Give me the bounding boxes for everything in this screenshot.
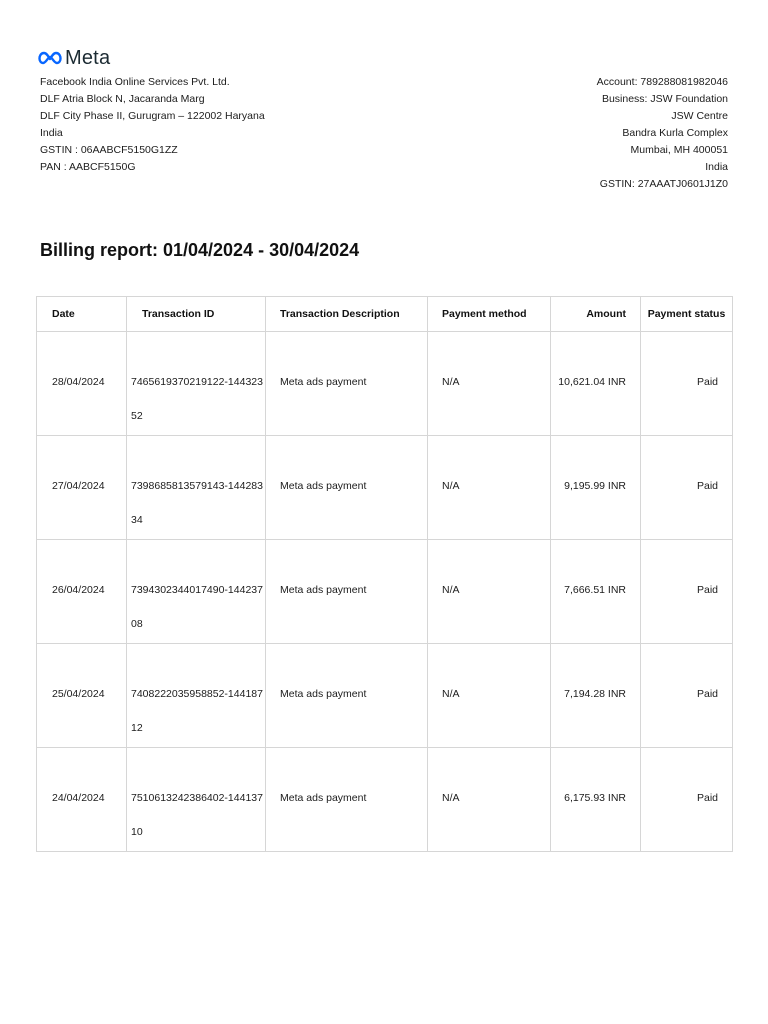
seller-pan: PAN : AABCF5150G bbox=[40, 161, 136, 173]
row-transaction-id: 7398685813579143-144283 bbox=[131, 480, 263, 492]
brand-name: Meta bbox=[65, 47, 111, 69]
row-transaction-id-cont: 34 bbox=[131, 514, 143, 526]
header-amount: Amount bbox=[551, 297, 641, 332]
header-description: Transaction Description bbox=[266, 297, 428, 332]
table-row bbox=[37, 540, 733, 644]
row-amount: 10,621.04 INR bbox=[558, 376, 626, 388]
buyer-gstin: GSTIN: 27AAATJ0601J1Z0 bbox=[599, 178, 728, 190]
buyer-city: Mumbai, MH 400051 bbox=[630, 144, 728, 156]
row-transaction-id-cont: 52 bbox=[131, 410, 143, 422]
row-amount: 7,194.28 INR bbox=[564, 688, 626, 700]
row-status: Paid bbox=[696, 584, 718, 596]
row-amount: 7,666.51 INR bbox=[564, 584, 626, 596]
seller-city: DLF City Phase II, Gurugram – 122002 Haryana bbox=[40, 110, 265, 122]
row-description: Meta ads payment bbox=[280, 584, 367, 596]
row-date: 25/04/2024 bbox=[52, 688, 105, 700]
row-description: Meta ads payment bbox=[280, 792, 367, 804]
row-payment-method: N/A bbox=[442, 688, 460, 700]
row-status: Paid bbox=[696, 376, 718, 388]
row-payment-method: N/A bbox=[442, 792, 460, 804]
row-status: Paid bbox=[696, 480, 718, 492]
row-transaction-id-cont: 12 bbox=[131, 722, 143, 734]
header-date: Date bbox=[37, 297, 127, 332]
table-header-row bbox=[37, 297, 733, 332]
row-payment-method: N/A bbox=[442, 480, 460, 492]
row-payment-method: N/A bbox=[442, 376, 460, 388]
billing-table bbox=[36, 296, 733, 852]
row-status: Paid bbox=[696, 792, 718, 804]
seller-address bbox=[40, 74, 265, 176]
table-row bbox=[37, 748, 733, 852]
row-transaction-id: 7408222035958852-144187 bbox=[131, 688, 263, 700]
seller-street: DLF Atria Block N, Jacaranda Marg bbox=[40, 93, 205, 105]
row-description: Meta ads payment bbox=[280, 688, 367, 700]
row-date: 26/04/2024 bbox=[52, 584, 105, 596]
table-row bbox=[37, 332, 733, 436]
buyer-street: JSW Centre bbox=[671, 110, 728, 122]
table-row bbox=[37, 644, 733, 748]
row-transaction-id: 7394302344017490-144237 bbox=[131, 584, 263, 596]
row-status: Paid bbox=[696, 688, 718, 700]
row-amount: 9,195.99 INR bbox=[564, 480, 626, 492]
row-transaction-id-cont: 08 bbox=[131, 618, 143, 630]
row-transaction-id-cont: 10 bbox=[131, 826, 143, 838]
header-payment-status: Payment status bbox=[641, 297, 733, 332]
meta-infinity-logo-icon bbox=[38, 51, 62, 65]
meta-logo bbox=[38, 48, 110, 68]
row-description: Meta ads payment bbox=[280, 480, 367, 492]
buyer-address bbox=[597, 74, 728, 193]
seller-company: Facebook India Online Services Pvt. Ltd. bbox=[40, 76, 230, 88]
buyer-business: Business: JSW Foundation bbox=[601, 93, 728, 105]
report-title: Billing report: 01/04/2024 - 30/04/2024 bbox=[40, 240, 360, 260]
buyer-area: Bandra Kurla Complex bbox=[622, 127, 728, 139]
seller-gstin: GSTIN : 06AABCF5150G1ZZ bbox=[40, 144, 178, 156]
seller-country: India bbox=[40, 127, 63, 139]
row-payment-method: N/A bbox=[442, 584, 460, 596]
row-amount: 6,175.93 INR bbox=[564, 792, 626, 804]
header-payment-method: Payment method bbox=[428, 297, 551, 332]
buyer-country: India bbox=[705, 161, 728, 173]
row-date: 27/04/2024 bbox=[52, 480, 105, 492]
row-description: Meta ads payment bbox=[280, 376, 367, 388]
buyer-account: Account: 789288081982046 bbox=[596, 76, 728, 88]
row-date: 28/04/2024 bbox=[52, 376, 105, 388]
table-row bbox=[37, 436, 733, 540]
row-transaction-id: 7510613242386402-144137 bbox=[131, 792, 263, 804]
header-transaction-id: Transaction ID bbox=[127, 297, 266, 332]
row-transaction-id: 7465619370219122-144323 bbox=[131, 376, 263, 388]
row-date: 24/04/2024 bbox=[52, 792, 105, 804]
